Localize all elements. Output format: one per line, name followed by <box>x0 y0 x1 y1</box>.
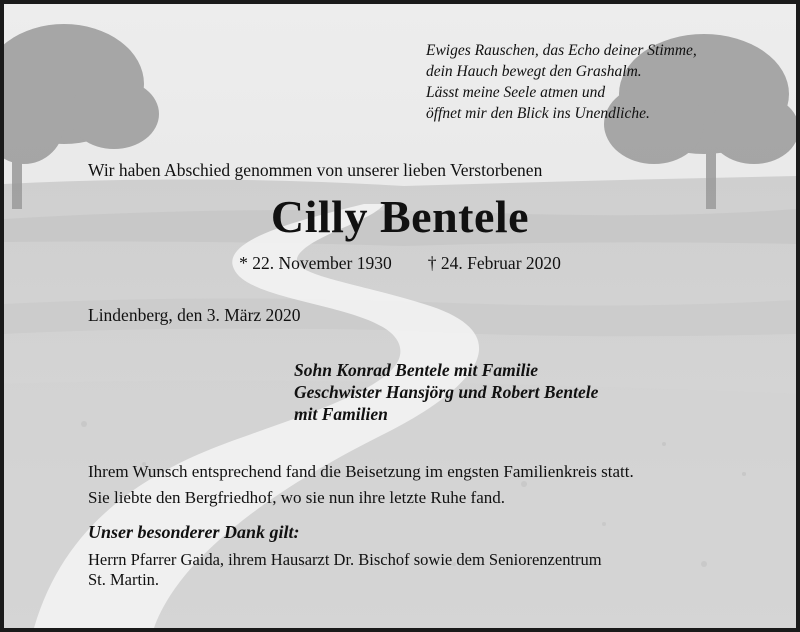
poem <box>426 40 697 124</box>
death-date: † 24. Februar 2020 <box>427 253 561 273</box>
intro-text: Wir haben Abschied genommen von unserer lieben Verstorbenen <box>88 160 543 180</box>
info-line: Ihrem Wunsch entsprechend fand die Beisetzung im engsten Familienkreis statt. <box>88 462 634 481</box>
thanks-line: St. Martin. <box>88 570 160 589</box>
birth-date: * 22. November 1930 <box>239 253 392 273</box>
poem-line: Ewiges Rauschen, das Echo deiner Stimme, <box>426 42 697 59</box>
poem-line: dein Hauch bewegt den Grashalm. <box>426 63 642 80</box>
thanks-heading: Unser besonderer Dank gilt: <box>88 522 300 542</box>
mourner-line: Geschwister Hansjörg und Robert Bentele <box>294 382 599 402</box>
mourner-line: mit Familien <box>294 404 388 424</box>
place-and-date: Lindenberg, den 3. März 2020 <box>88 305 301 325</box>
mourners-list <box>294 359 598 425</box>
poem-line: Lässt meine Seele atmen und <box>426 84 606 101</box>
deceased-name: Cilly Bentele <box>270 191 530 242</box>
thanks-body <box>88 550 602 590</box>
info-line: Sie liebte den Bergfriedhof, wo sie nun ihre letzte Ruhe fand. <box>88 488 506 507</box>
life-dates <box>4 253 796 274</box>
burial-info <box>88 459 634 511</box>
poem-line: öffnet mir den Blick ins Unendliche. <box>426 105 650 122</box>
mourner-line: Sohn Konrad Bentele mit Familie <box>294 360 539 380</box>
thanks-line: Herrn Pfarrer Gaida, ihrem Hausarzt Dr. Bischof sowie dem Seniorenzentrum <box>88 550 602 569</box>
